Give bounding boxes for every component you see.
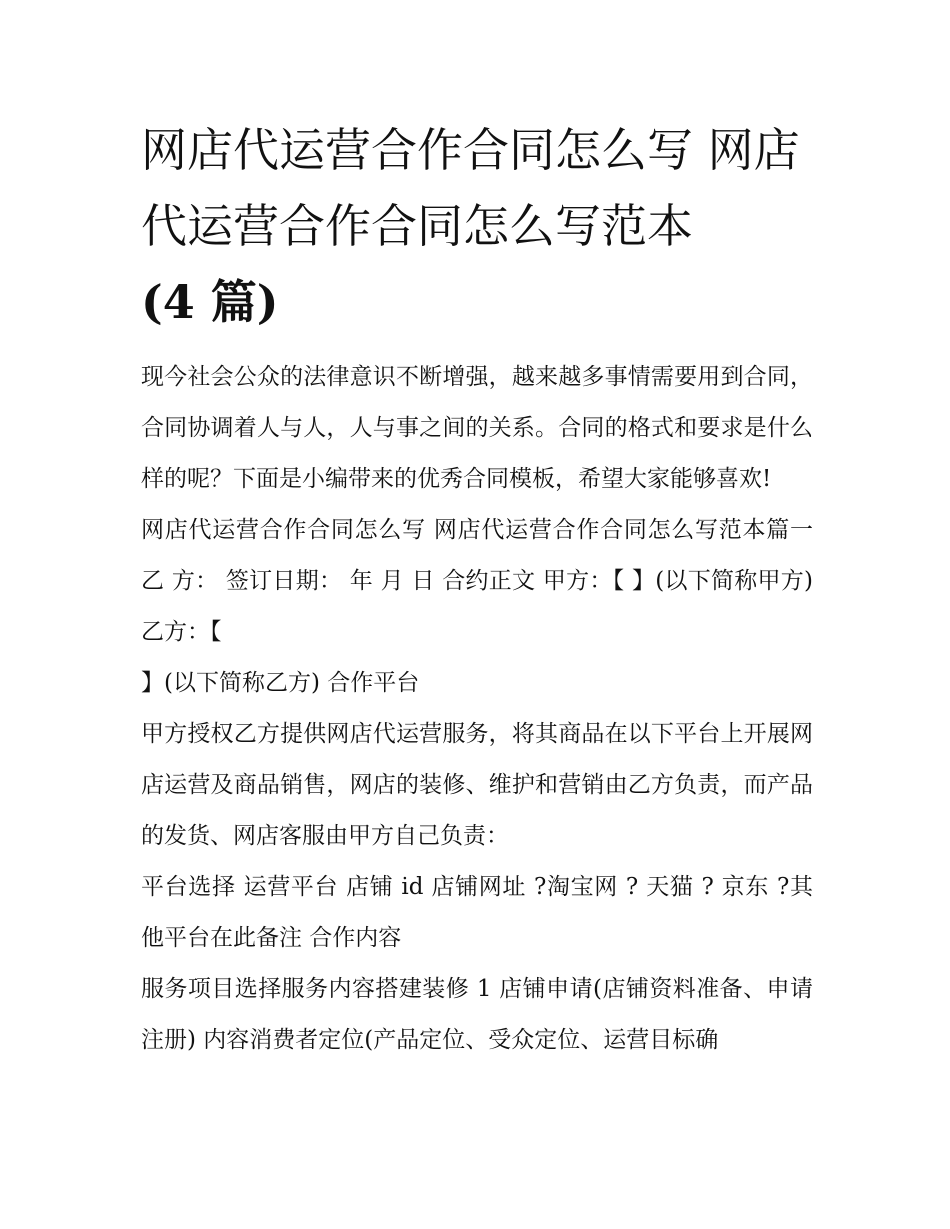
service-items-paragraph: 服务项目选择服务内容搭建装修 1 店铺申请(店铺资料准备、申请注册) 内容消费者定位(产品定位、受众定位、运营目标确 <box>141 976 813 1053</box>
document-body <box>141 352 813 1066</box>
contract-header-paragraph: 网店代运营合作合同怎么写 网店代运营合作合同怎么写范本篇一 乙 方： 签订日期： 年 月 日 合约正文 甲方：【 】(以下简称甲方) 乙方：【 <box>141 517 813 645</box>
document-title <box>141 112 813 340</box>
intro-paragraph: 现今社会公众的法律意识不断增强，越来越多事情需要用到合同，合同协调着人与人，人与事之间的关系。合同的格式和要求是什么样的呢？下面是小编带来的优秀合同模板，希望大家能够喜欢! <box>141 364 813 492</box>
title-main-text: 网店代运营合作合同怎么写 网店代运营合作合同怎么写范本 <box>141 123 800 253</box>
party-b-paragraph: 】(以下简称乙方) 合作平台 <box>141 670 420 696</box>
title-count-text: (4 篇) <box>141 275 279 329</box>
document-content <box>141 112 813 1066</box>
authorization-paragraph: 甲方授权乙方提供网店代运营服务，将其商品在以下平台上开展网店运营及商品销售，网店的装修、维护和营销由乙方负责，而产品的发货、网店客服由甲方自己负责： <box>141 721 813 849</box>
platform-selection-paragraph: 平台选择 运营平台 店铺 id 店铺网址 ?淘宝网 ? 天猫 ? 京东 ?其他平台在此备注 合作内容 <box>141 874 813 951</box>
